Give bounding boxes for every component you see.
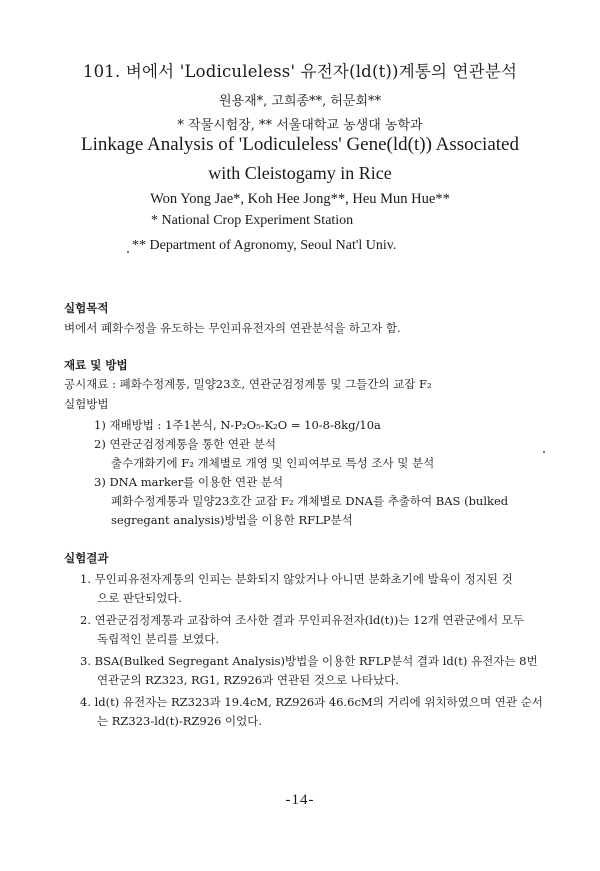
results-heading: 실험결과: [64, 551, 109, 565]
title-korean: 101. 벼에서 'Lodiculeless' 유전자(ld(t))계통의 연관분석: [82, 62, 518, 81]
methods-label: 실험방법: [64, 397, 109, 411]
objective-heading: 실험목적: [64, 301, 109, 315]
result-item: 4. ld(t) 유전자는 RZ323과 19.4cM, RZ926과 46.6cM의 거리에 위치하였으며 연관 순서: [80, 695, 543, 709]
method-item-detail: 출수개화기에 F₂ 개체별로 개영 및 인피여부로 특성 조사 및 분석: [111, 456, 435, 470]
method-item: 3) DNA marker를 이용한 연관 분석: [94, 475, 284, 489]
result-item-continued: 으로 판단되었다.: [97, 591, 183, 605]
result-item-continued: 독립적인 분리를 보였다.: [97, 632, 220, 646]
method-item: 1) 재배방법 : 1주1본식, N-P₂O₅-K₂O = 10-8-8kg/10a: [94, 418, 381, 432]
method-item: 2) 연관군검정계통을 통한 연관 분석: [94, 437, 276, 451]
title-english-line-2: with Cleistogamy in Rice: [208, 163, 392, 183]
result-item-continued: 는 RZ323-ld(t)-RZ926 이었다.: [97, 714, 263, 728]
page-number: -14-: [285, 792, 315, 808]
affiliations-korean: * 작물시험장, ** 서울대학교 농생대 농학과: [177, 118, 423, 133]
result-item: 1. 무인피유전자계통의 인피는 분화되지 않았거나 아니면 분화초기에 발육이 정지된 것: [80, 572, 513, 586]
objective-body: 벼에서 폐화수정을 유도하는 무인피유전자의 연관분석을 하고자 함.: [64, 321, 401, 335]
affiliation-english-2: ** Department of Agronomy, Seoul Nat'l Univ.: [132, 238, 397, 253]
method-item-detail: 폐화수정계통과 밀양23호간 교잡 F₂ 개체별로 DNA를 추출하여 BAS (bulked: [111, 494, 509, 508]
materials-line: 공시재료 : 폐화수정계통, 밀양23호, 연관군검정계통 및 그들간의 교잡 F₂: [64, 377, 432, 391]
materials-heading: 재료 및 방법: [64, 358, 128, 372]
scan-speck: [127, 251, 129, 253]
result-item-continued: 연관군의 RZ323, RG1, RZ926과 연관된 것으로 나타났다.: [97, 673, 399, 687]
authors-korean: 원용재*, 고희종**, 허문회**: [218, 94, 382, 109]
authors-english: Won Yong Jae*, Koh Hee Jong**, Heu Mun Hue**: [150, 191, 450, 207]
affiliation-english-1: * National Crop Experiment Station: [151, 213, 354, 228]
method-item-detail: segregant analysis)방법을 이용한 RFLP분석: [111, 513, 353, 527]
result-item: 3. BSA(Bulked Segregant Analysis)방법을 이용한 RFLP분석 결과 ld(t) 유전자는 8번: [80, 654, 538, 668]
result-item: 2. 연관군검정계통과 교잡하여 조사한 결과 무인피유전자(ld(t))는 12개 연관군에서 모두: [80, 613, 524, 627]
title-english-line-1: Linkage Analysis of 'Lodiculeless' Gene(ld(t)) Associated: [81, 134, 519, 155]
scan-speck: [543, 451, 545, 453]
